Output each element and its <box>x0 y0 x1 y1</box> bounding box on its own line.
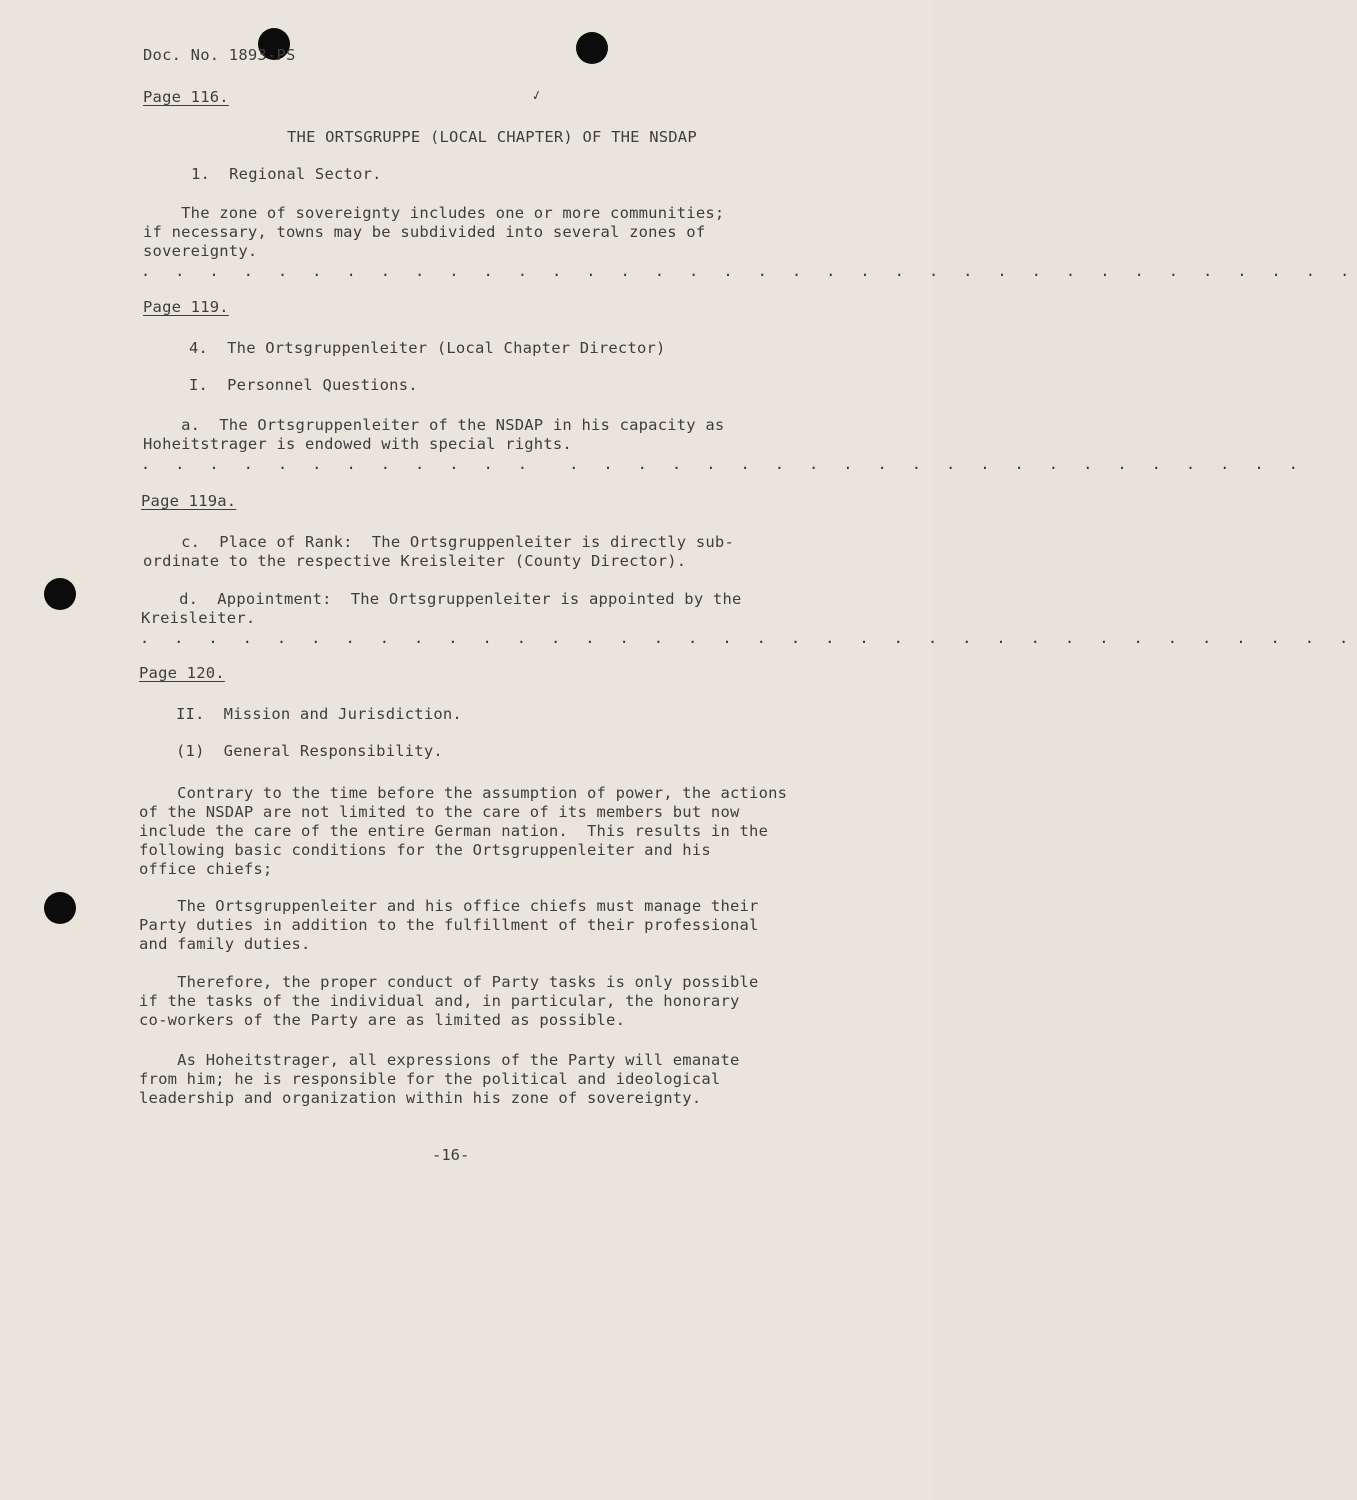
page-label-119: Page 119. <box>143 298 229 316</box>
para-120-2-line-2: Party duties in addition to the fulfillment of their professional <box>139 916 759 934</box>
para-116-line-2: if necessary, towns may be subdivided into several zones of <box>143 223 706 241</box>
para-c-line-1: c. Place of Rank: The Ortsgruppenleiter is directly sub- <box>143 533 734 551</box>
heading-ortsgruppenleiter: 4. The Ortsgruppenleiter (Local Chapter Director) <box>189 339 666 357</box>
page-label-120: Page 120. <box>139 664 225 682</box>
para-120-4-line-3: leadership and organization within his zone of sovereignty. <box>139 1089 702 1107</box>
subheading-personnel: I. Personnel Questions. <box>189 376 418 394</box>
para-119-line-1: a. The Ortsgruppenleiter of the NSDAP in his capacity as <box>143 416 725 434</box>
para-c-line-2: ordinate to the respective Kreisleiter (County Director). <box>143 552 687 570</box>
para-120-2-line-3: and family duties. <box>139 935 311 953</box>
separator-dots: . . . . . . . . . . . . . . . . . . . . . . . . . . . . . . . . . . . . <box>140 629 1357 647</box>
para-119-line-2: Hoheitstrager is endowed with special rights. <box>143 435 572 453</box>
para-116-line-3: sovereignty. <box>143 242 258 260</box>
para-116-line-1: The zone of sovereignty includes one or more communities; <box>143 204 725 222</box>
page-label-119a: Page 119a. <box>141 492 237 510</box>
para-120-3-line-3: co-workers of the Party are as limited as possible. <box>139 1011 626 1029</box>
heading-mission: II. Mission and Jurisdiction. <box>176 705 462 723</box>
para-120-1-line-1: Contrary to the time before the assumption of power, the actions <box>139 784 788 802</box>
check-mark: ✓ <box>529 85 544 105</box>
heading-regional-sector: 1. Regional Sector. <box>191 165 382 183</box>
separator-dots: . . . . . . . . . . . . . . . . . . . . . . . . . . . . . . . . . . . . <box>141 262 1357 280</box>
para-120-1-line-3: include the care of the entire German nation. This results in the <box>139 822 769 840</box>
para-120-4-line-2: from him; he is responsible for the political and ideological <box>139 1070 721 1088</box>
page-label-116: Page 116. <box>143 88 229 106</box>
punch-hole-left-lower <box>44 892 76 924</box>
punch-hole-top-right <box>576 32 608 64</box>
subheading-general-responsibility: (1) General Responsibility. <box>176 742 443 760</box>
doc-number: Doc. No. 1893-PS <box>143 46 296 64</box>
para-d-line-1: d. Appointment: The Ortsgruppenleiter is appointed by the <box>141 590 742 608</box>
para-120-3-line-1: Therefore, the proper conduct of Party tasks is only possible <box>139 973 759 991</box>
para-d-line-2: Kreisleiter. <box>141 609 256 627</box>
para-120-3-line-2: if the tasks of the individual and, in particular, the honorary <box>139 992 740 1010</box>
separator-dots: . . . . . . . . . . . . . . . . . . . . . . . . . . . . . . . . . . <box>141 455 1306 473</box>
para-120-4-line-1: As Hoheitstrager, all expressions of the Party will emanate <box>139 1051 740 1069</box>
para-120-1-line-2: of the NSDAP are not limited to the care of its members but now <box>139 803 740 821</box>
para-120-2-line-1: The Ortsgruppenleiter and his office chiefs must manage their <box>139 897 759 915</box>
document-title: THE ORTSGRUPPE (LOCAL CHAPTER) OF THE NSDAP <box>287 128 697 146</box>
para-120-1-line-5: office chiefs; <box>139 860 273 878</box>
punch-hole-left-middle <box>44 578 76 610</box>
para-120-1-line-4: following basic conditions for the Ortsgruppenleiter and his <box>139 841 711 859</box>
page-number: -16- <box>432 1146 470 1164</box>
